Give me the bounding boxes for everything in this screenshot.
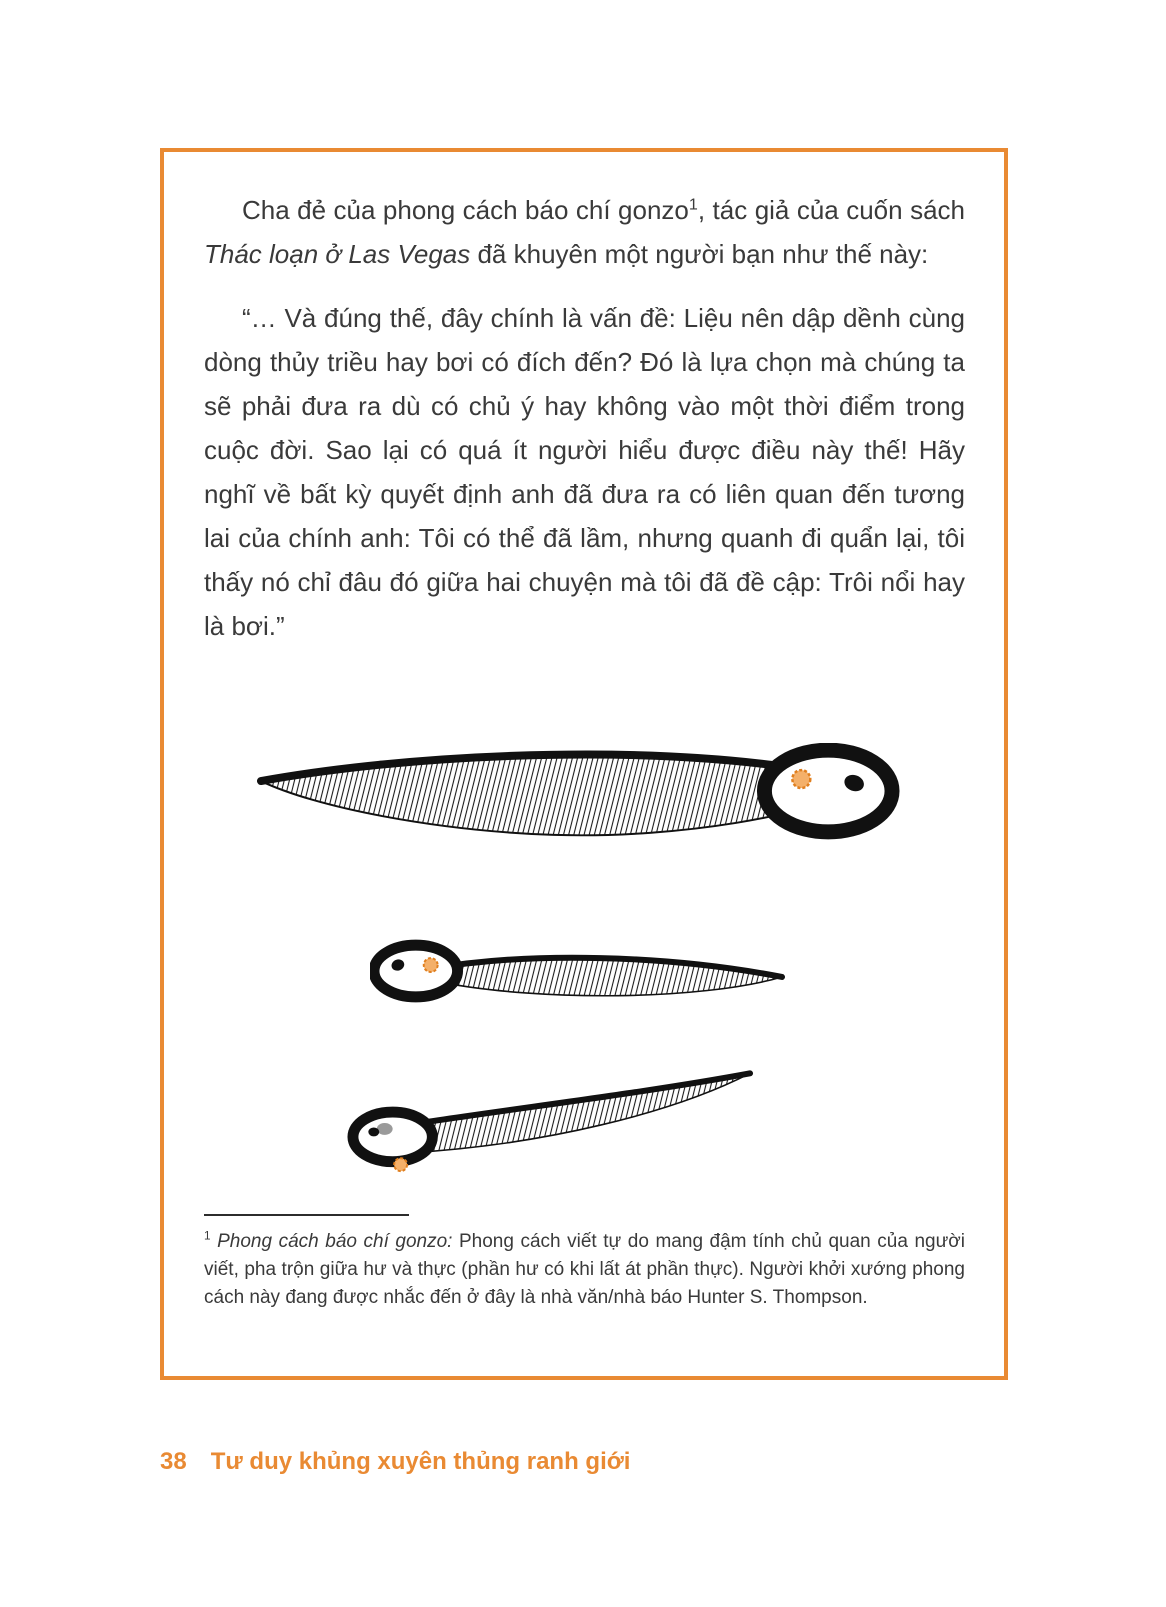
eel-illustration	[204, 743, 965, 1188]
footnote	[204, 1228, 965, 1312]
quote-paragraph: “… Và đúng thế, đây chính là vấn đề: Liệu nên dập dềnh cùng dòng thủy triều hay bơi có đích đến? Đó là lựa chọn mà chúng ta sẽ phải đưa ra dù có chủ ý hay không vào một thời điểm trong cuộc đời. Sao lại có quá ít người hiểu được điều này thế! Hãy nghĩ về bất kỳ quyết định anh đã đưa ra có liên quan đến tương lai của chính anh: Tôi có thể đã lầm, nhưng quanh đi quẩn lại, tôi thấy nó chỉ đâu đó giữa hai chuyện mà tôi đã đề cập: Trôi nổi hay là bơi.”	[204, 303, 965, 641]
eel2-head	[374, 945, 458, 997]
eel3-eye	[368, 1127, 379, 1136]
eel3-gray-spot	[377, 1123, 393, 1135]
intro-paragraph	[204, 188, 965, 276]
page-number: 38	[160, 1448, 187, 1475]
page-footer	[160, 1448, 630, 1476]
book-title: Thác loạn ở Las Vegas	[204, 239, 471, 269]
footnote-divider	[204, 1214, 409, 1216]
content-frame	[160, 148, 1008, 1380]
intro-text-2: , tác giả của cuốn sách	[697, 195, 965, 225]
eel-drawing-medium-icon	[370, 939, 788, 1011]
eel-drawing-small-icon	[345, 1065, 757, 1173]
footnote-text: Phong cách viết tự do mang đậm tính chủ quan của người viết, pha trộn giữa hư và thực (phần hư có khi lất át phần thực). Người khởi xướng phong cách này đang được nhắc đến ở đây là nhà văn/nhà báo Hunter S. Thompson.	[204, 1231, 965, 1308]
eel-drawing-large-icon	[255, 743, 903, 861]
eel3-head	[353, 1112, 432, 1162]
intro-text-3: đã khuyên một người bạn như thế này:	[470, 239, 929, 269]
footnote-ref: 1	[688, 195, 698, 214]
eel1-orange-spot	[792, 770, 810, 788]
intro-text-1: Cha đẻ của phong cách báo chí gonzo	[242, 195, 689, 225]
footnote-term: Phong cách báo chí gonzo:	[210, 1231, 453, 1252]
eel3-orange-spot	[394, 1158, 407, 1171]
footnote-number: 1	[204, 1229, 211, 1243]
eel1-head	[764, 750, 892, 832]
eel2-orange-spot	[424, 958, 438, 972]
footer-title: Tư duy khủng xuyên thủng ranh giới	[210, 1448, 631, 1475]
